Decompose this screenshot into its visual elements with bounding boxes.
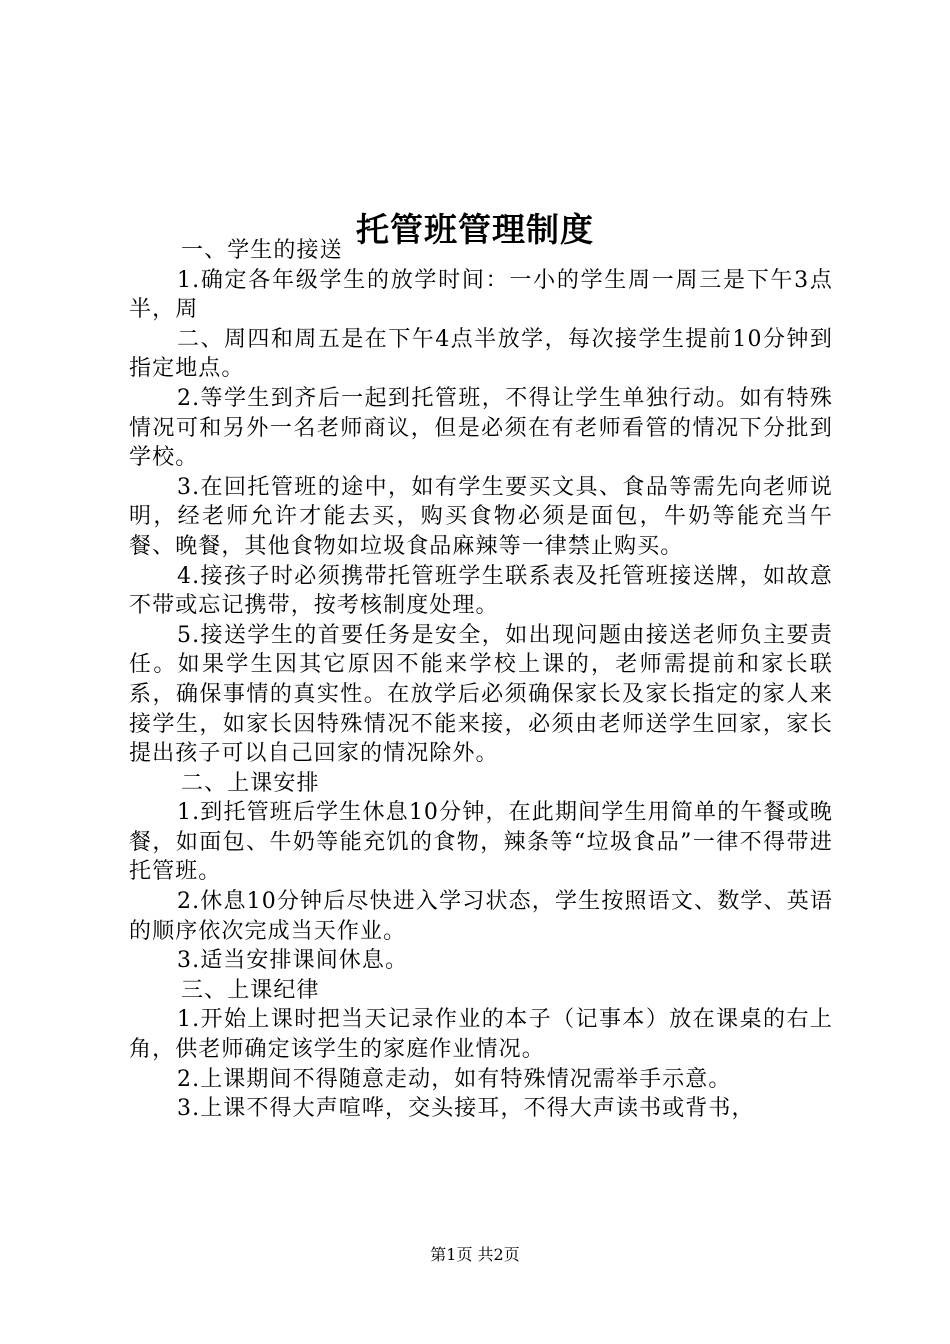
paragraph: 2.休息10分钟后尽快进入学习状态，学生按照语文、数学、英语的顺序依次完成当天作业。 <box>129 889 833 944</box>
paragraph: 1.到托管班后学生休息10分钟，在此期间学生用简单的午餐或晚餐，如面包、牛奶等能充饥的食物，辣条等“垃圾食品”一律不得带进托管班。 <box>129 800 833 885</box>
paragraph: 1.确定各年级学生的放学时间：一小的学生周一周三是下午3点半，周 <box>129 267 833 323</box>
paragraph: 3.上课不得大声喧哗，交头接耳，不得大声读书或背书， <box>177 1096 755 1122</box>
paragraph: 4.接孩子时必须携带托管班学生联系表及托管班接送牌，如故意不带或忘记携带，按考核制度处理。 <box>129 563 833 619</box>
paragraph: 2.上课期间不得随意走动，如有特殊情况需举手示意。 <box>177 1066 732 1092</box>
document-body <box>129 236 833 1124</box>
paragraph: 3.在回托管班的途中，如有学生要买文具、食品等需先向老师说明，经老师允许才能去买，购买食物必须是面包，牛奶等能充当午餐、晚餐，其他食物如垃圾食品麻辣等一律禁止购买。 <box>129 474 833 559</box>
page-number-footer: 第1页 共2页 <box>430 1245 520 1264</box>
document-title: 托管班管理制度 <box>356 210 594 250</box>
section-heading-class-schedule: 二、上课安排 <box>181 770 320 796</box>
paragraph: 二、周四和周五是在下午4点半放学，每次接学生提前10分钟到指定地点。 <box>129 326 833 382</box>
paragraph: 1.开始上课时把当天记录作业的本子（记事本）放在课桌的右上角，供老师确定该学生的家庭作业情况。 <box>129 1007 833 1063</box>
section-heading-class-discipline: 三、上课纪律 <box>181 977 320 1003</box>
paragraph: 5.接送学生的首要任务是安全，如出现问题由接送老师负主要责任。如果学生因其它原因不能来学校上课的，老师需提前和家长联系，确保事情的真实性。在放学后必须确保家长及家长指定的家人来接学生，如家长因特殊情况不能来接，必须由老师送学生回家，家长提出孩子可以自己回家的情况除外。 <box>129 622 833 767</box>
paragraph: 2.等学生到齐后一起到托管班，不得让学生单独行动。如有特殊情况可和另外一名老师商议，但是必须在有老师看管的情况下分批到学校。 <box>129 385 833 471</box>
paragraph: 3.适当安排课间休息。 <box>177 948 409 974</box>
section-heading-pickup: 一、学生的接送 <box>181 238 343 263</box>
